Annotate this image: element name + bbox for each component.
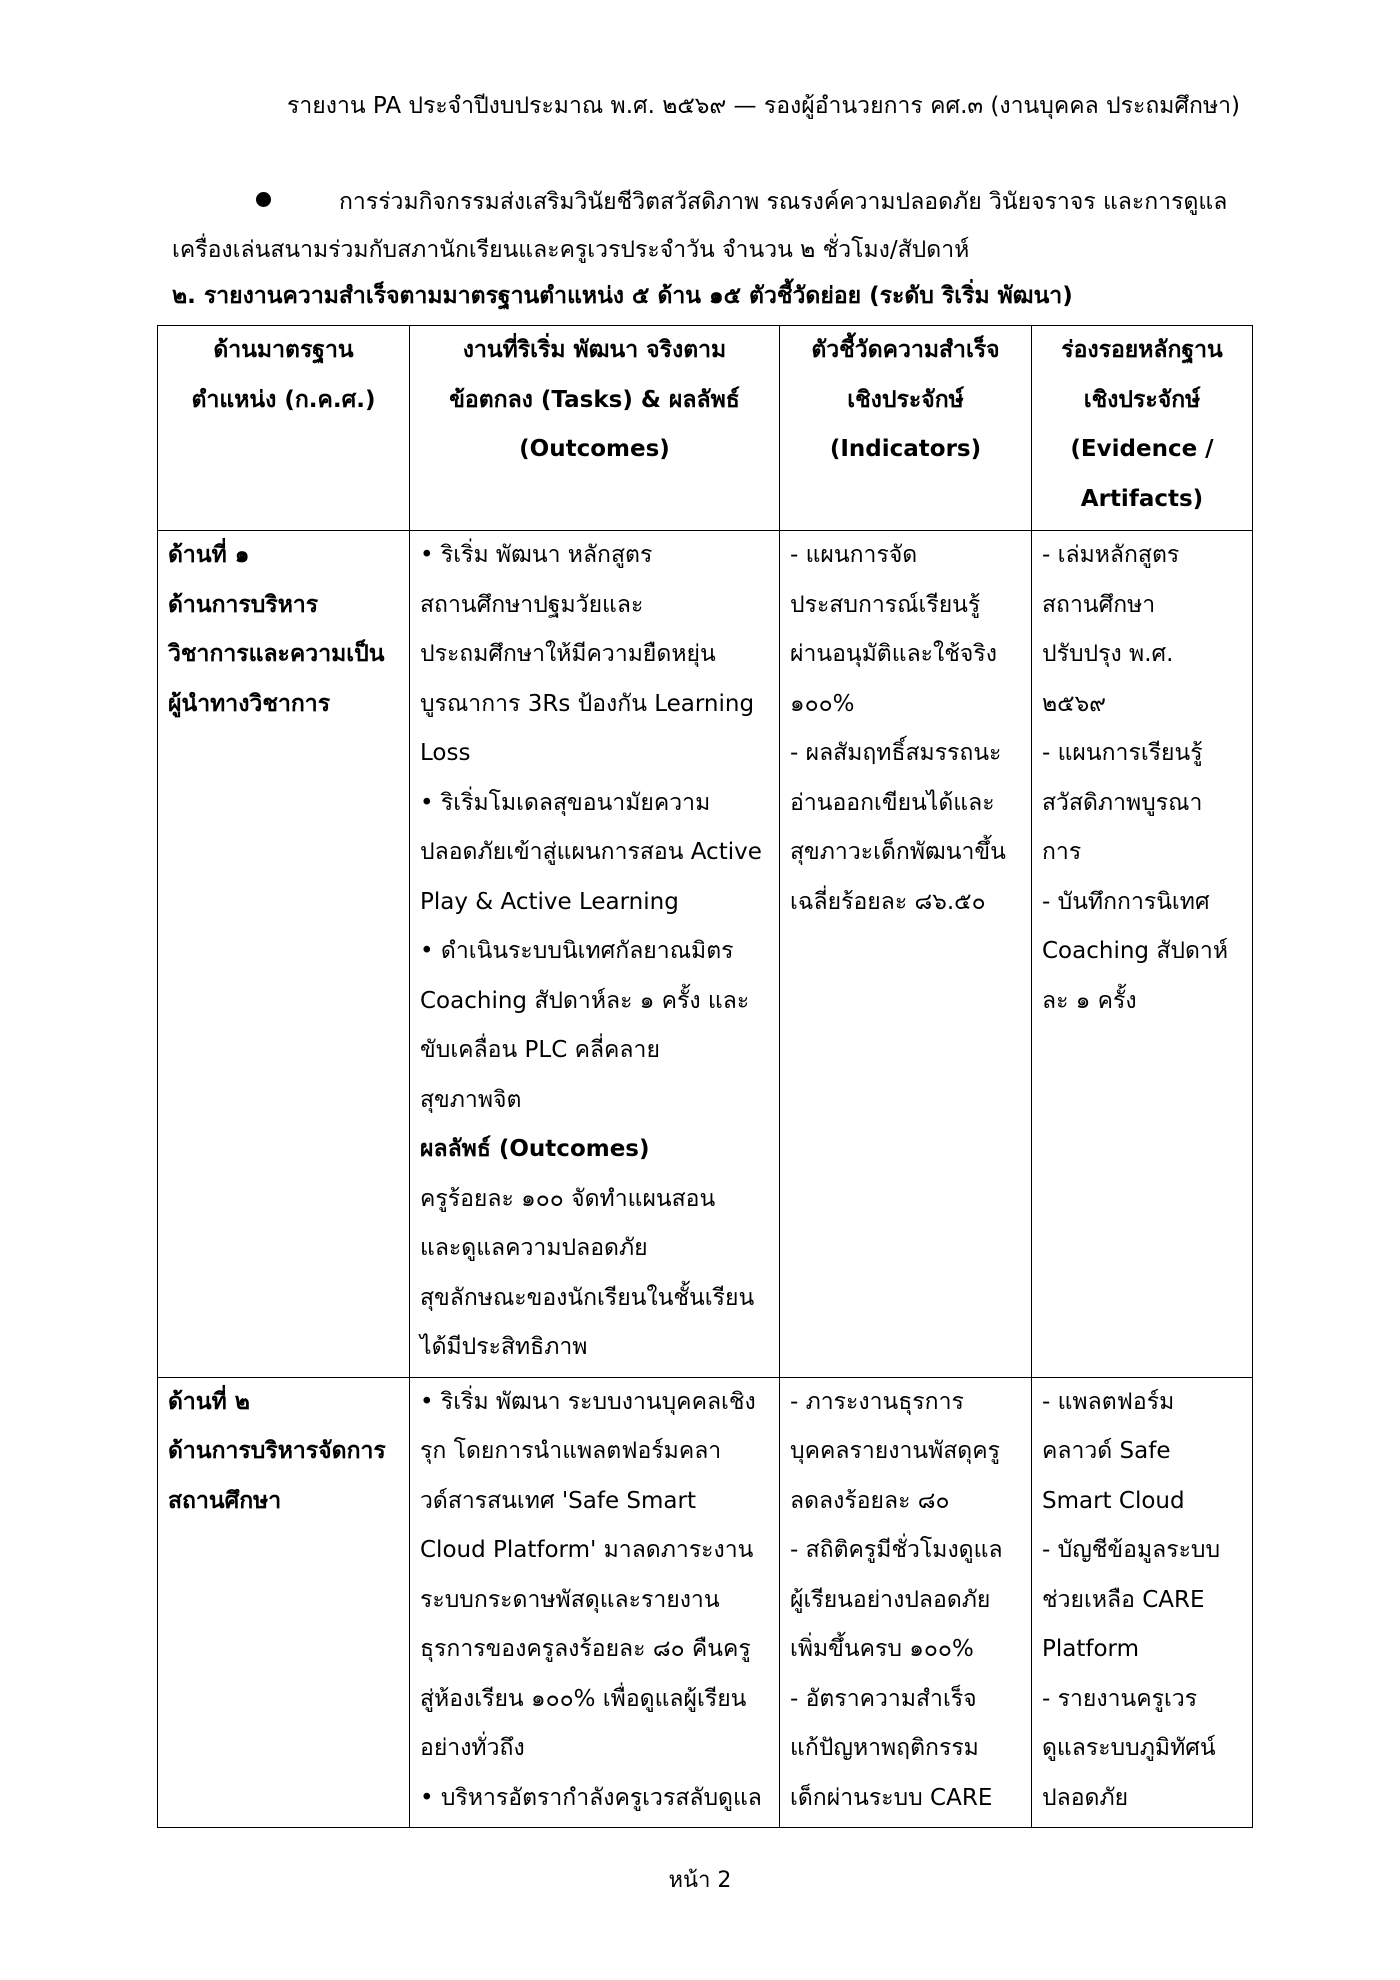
header-evidence: [1032, 326, 1253, 531]
bullet-paragraph: [172, 178, 1252, 274]
text-line: ปลอดภัยเข้าสู่แผนการสอน Active: [420, 839, 762, 865]
text-line: ลดลงร้อยละ ๘๐: [790, 1487, 950, 1514]
text-line: - รายงานครูเวร: [1042, 1685, 1198, 1712]
text-line: แก้ปัญหาพฤติกรรม: [790, 1735, 979, 1761]
text-line: คลาวด์ Safe: [1042, 1438, 1171, 1464]
cell-evidence: [1032, 531, 1253, 1378]
text-line: ด้านการบริหาร: [168, 591, 319, 618]
text-line: Artifacts): [1080, 485, 1204, 512]
text-line: ปลอดภัย: [1042, 1784, 1129, 1811]
text-line: ปรับปรุง พ.ศ.: [1042, 641, 1174, 667]
text-line: - บันทึกการนิเทศ: [1042, 888, 1210, 915]
cell-indicators: [780, 531, 1032, 1378]
text-line: บุคคลรายงานพัสดุครู: [790, 1438, 1000, 1464]
table-row: [158, 531, 1253, 1378]
text-line: วด์สารสนเทศ 'Safe Smart: [420, 1487, 696, 1514]
text-line: วิชาการและความเป็น: [168, 641, 385, 667]
text-line: สถานศึกษาปฐมวัยและ: [420, 591, 644, 618]
bullet-dot-icon: [256, 192, 271, 207]
text-line: สถานศึกษา: [168, 1487, 282, 1514]
cell-indicators: [780, 1377, 1032, 1828]
text-line: ดูแลระบบภูมิทัศน์: [1042, 1735, 1216, 1761]
outcome-lines: [420, 1175, 769, 1373]
text-line: และดูแลความปลอดภัย: [420, 1235, 648, 1261]
header-dimension: [158, 326, 410, 531]
text-line: ด้านที่ ๑: [168, 542, 250, 568]
table-header-row: [158, 326, 1253, 531]
text-line: • ริเริ่ม พัฒนา หลักสูตร: [420, 542, 653, 568]
text-line: - เล่มหลักสูตร: [1042, 542, 1180, 568]
page-header: รายงาน PA ประจำปีงบประมาณ พ.ศ. ๒๕๖๙ — รองผู้อำนวยการ คศ.๓ (งานบุคคล ประถมศึกษา): [287, 93, 1240, 119]
text-line: งานที่ริเริ่ม พัฒนา จริงตาม: [462, 337, 727, 363]
text-line: การ: [1042, 839, 1082, 865]
section-heading: ๒. รายงานความสำเร็จตามมาตรฐานตำแหน่ง ๕ ด้าน ๑๕ ตัวชี้วัดย่อย (ระดับ ริเริ่ม พัฒนา): [172, 283, 1073, 309]
page-number: หน้า 2: [668, 1868, 732, 1893]
bullet-text-1: การร่วมกิจกรรมส่งเสริมวินัยชีวิตสวัสดิภาพ รณรงค์ความปลอดภัย วินัยจราจร และการดูแล: [339, 189, 1228, 215]
text-line: เชิงประจักษ์: [847, 386, 964, 413]
text-line: - แพลตฟอร์ม: [1042, 1388, 1175, 1415]
text-line: ช่วยเหลือ CARE: [1042, 1586, 1205, 1613]
text-line: Cloud Platform' มาลดภาระงาน: [420, 1537, 754, 1563]
text-line: ร่องรอยหลักฐาน: [1061, 337, 1223, 363]
text-line: ผู้เรียนอย่างปลอดภัย: [790, 1586, 991, 1613]
text-line: - แผนการเรียนรู้: [1042, 740, 1203, 766]
text-line: • บริหารอัตรากำลังครูเวรสลับดูแล: [420, 1784, 762, 1811]
text-line: Loss: [420, 740, 471, 766]
text-line: - แผนการจัด: [790, 542, 918, 568]
text-line: ๒๕๖๙: [1042, 690, 1107, 717]
header-indicators: [780, 326, 1032, 531]
text-line: ประถมศึกษาให้มีความยืดหยุ่น: [420, 641, 716, 667]
text-line: ข้อตกลง (Tasks) & ผลลัพธ์: [449, 386, 740, 413]
text-line: สุขลักษณะของนักเรียนในชั้นเรียน: [420, 1284, 755, 1311]
text-line: Platform: [1042, 1636, 1139, 1662]
text-line: Play & Active Learning: [420, 888, 679, 915]
text-line: บูรณาการ 3Rs ป้องกัน Learning: [420, 690, 755, 717]
text-line: สุขภาวะเด็กพัฒนาขึ้น: [790, 839, 1006, 865]
text-line: เด็กผ่านระบบ CARE: [790, 1784, 993, 1811]
text-line: เฉลี่ยร้อยละ ๘๖.๕๐: [790, 888, 986, 915]
text-line: ตำแหน่ง (ก.ค.ศ.): [191, 386, 376, 413]
text-line: ด้านที่ ๒: [168, 1388, 250, 1415]
text-line: (Evidence /: [1070, 436, 1214, 462]
outcome-label: ผลลัพธ์ (Outcomes): [420, 1136, 650, 1162]
text-line: ได้มีประสิทธิภาพ: [420, 1334, 588, 1360]
text-line: Coaching สัปดาห์: [1042, 938, 1228, 964]
cell-evidence: [1032, 1377, 1253, 1828]
cell-tasks: [410, 531, 780, 1378]
task-lines: [420, 531, 769, 1125]
text-line: สู่ห้องเรียน ๑๐๐% เพื่อดูแลผู้เรียน: [420, 1685, 747, 1712]
text-line: ประสบการณ์เรียนรู้: [790, 591, 981, 618]
cell-tasks: [410, 1377, 780, 1828]
cell-dimension: [158, 1377, 410, 1828]
bullet-line-1: [172, 178, 1252, 226]
text-line: ผ่านอนุมัติและใช้จริง: [790, 641, 997, 667]
text-line: อย่างทั่วถึง: [420, 1735, 525, 1761]
text-line: Coaching สัปดาห์ละ ๑ ครั้ง และ: [420, 987, 750, 1014]
text-line: - อัตราความสำเร็จ: [790, 1685, 977, 1712]
text-line: - ผลสัมฤทธิ์สมรรถนะ: [790, 740, 1002, 766]
text-line: • ริเริ่ม พัฒนา ระบบงานบุคคลเชิง: [420, 1388, 756, 1415]
text-line: ตัวชี้วัดความสำเร็จ: [811, 337, 1000, 363]
text-line: - ภาระงานธุรการ: [790, 1388, 964, 1415]
text-line: (Indicators): [829, 436, 982, 462]
text-line: เพิ่มขึ้นครบ ๑๐๐%: [790, 1636, 974, 1662]
task-lines: [420, 1378, 769, 1824]
text-line: Smart Cloud: [1042, 1487, 1185, 1514]
header-tasks: [410, 326, 780, 531]
text-line: - บัญชีข้อมูลระบบ: [1042, 1537, 1221, 1563]
table-row: [158, 1377, 1253, 1828]
text-line: • ดำเนินระบบนิเทศกัลยาณมิตร: [420, 938, 734, 964]
text-line: ด้านการบริหารจัดการ: [168, 1438, 386, 1464]
bullet-line-2: เครื่องเล่นสนามร่วมกับสภานักเรียนและครูเวรประจำวัน จำนวน ๒ ชั่วโมง/สัปดาห์: [172, 237, 970, 263]
text-line: - สถิติครูมีชั่วโมงดูแล: [790, 1537, 1003, 1563]
text-line: • ริเริ่มโมเดลสุขอนามัยความ: [420, 789, 711, 816]
text-line: ระบบกระดาษพัสดุและรายงาน: [420, 1586, 720, 1613]
text-line: อ่านออกเขียนได้และ: [790, 789, 995, 816]
cell-dimension: [158, 531, 410, 1378]
text-line: ละ ๑ ครั้ง: [1042, 987, 1137, 1014]
text-line: ครูร้อยละ ๑๐๐ จัดทำแผนสอน: [420, 1185, 716, 1212]
text-line: สวัสดิภาพบูรณา: [1042, 789, 1203, 816]
text-line: ธุรการของครูลงร้อยละ ๘๐ คืนครู: [420, 1636, 751, 1662]
text-line: ๑๐๐%: [790, 690, 855, 717]
text-line: ด้านมาตรฐาน: [213, 337, 354, 363]
standards-table: [157, 325, 1253, 1828]
text-line: (Outcomes): [519, 436, 670, 462]
text-line: รุก โดยการนำแพลตฟอร์มคลา: [420, 1438, 722, 1464]
text-line: สุขภาพจิต: [420, 1086, 522, 1113]
text-line: เชิงประจักษ์: [1083, 386, 1201, 413]
text-line: ขับเคลื่อน PLC คลี่คลาย: [420, 1037, 660, 1063]
text-line: สถานศึกษา: [1042, 591, 1156, 618]
text-line: ผู้นำทางวิชาการ: [168, 690, 331, 717]
